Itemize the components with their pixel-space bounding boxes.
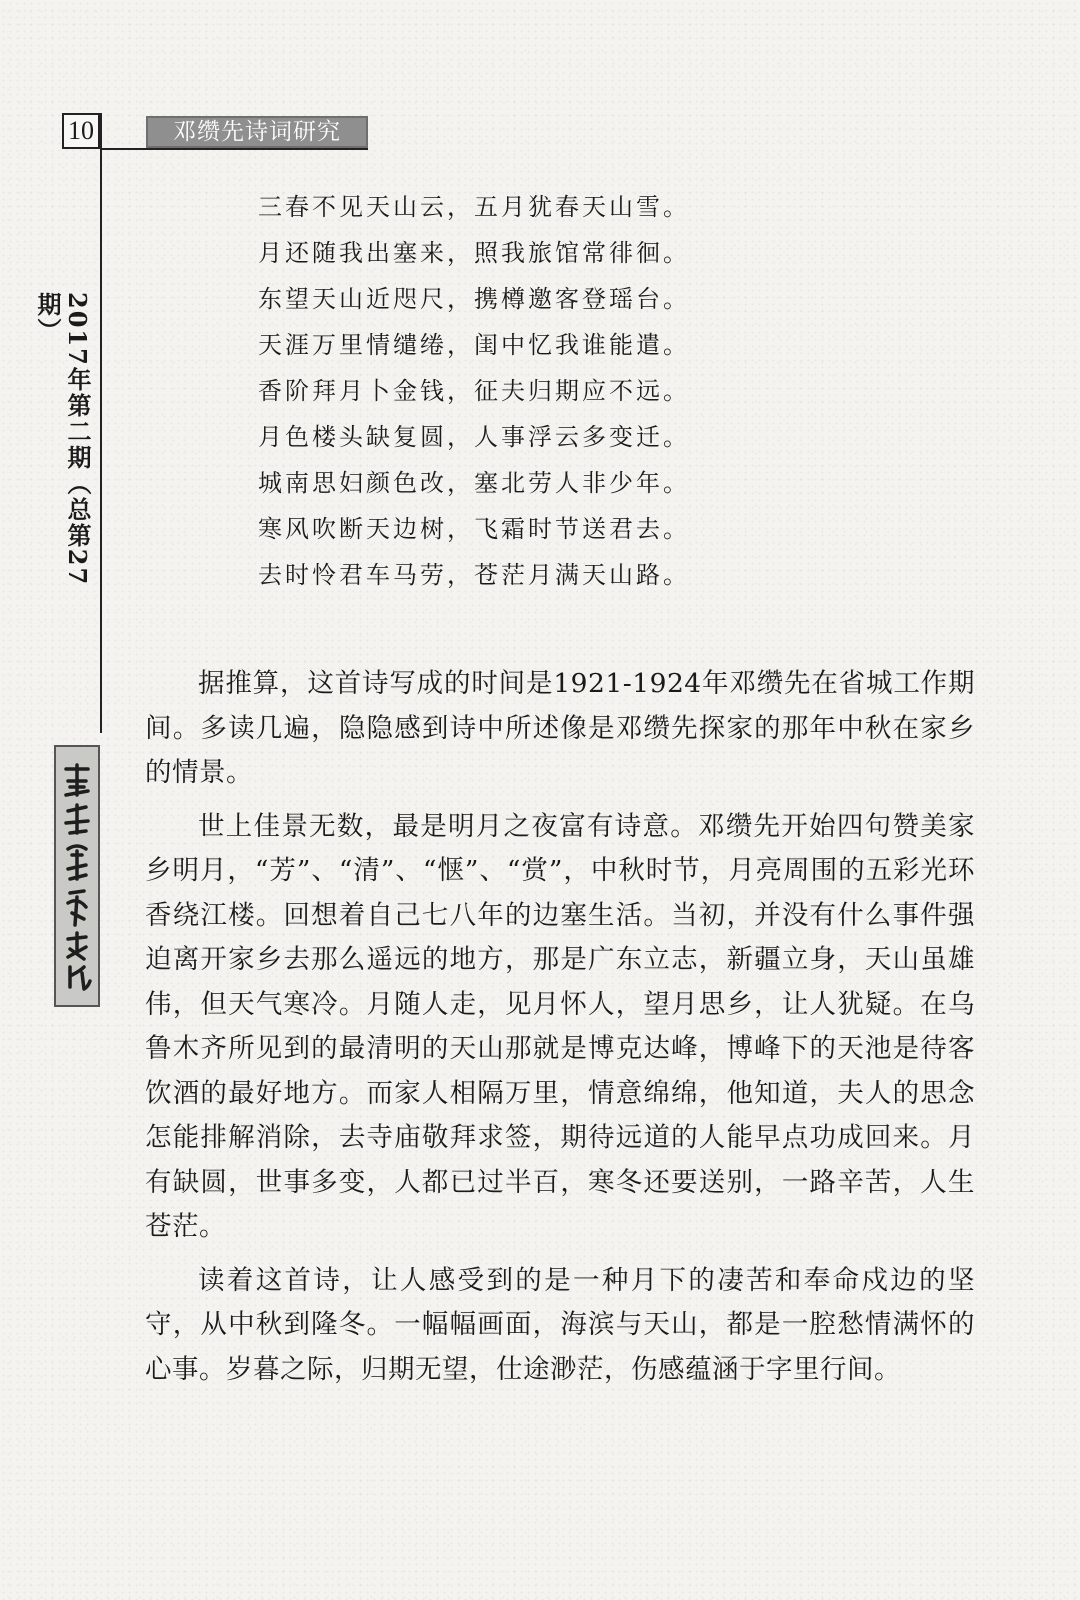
- poem-line: 东望天山近咫尺，携樽邀客登瑶台。: [258, 285, 690, 313]
- paragraph: 世上佳景无数，最是明月之夜富有诗意。邓缵先开始四句赞美家乡明月，“芳”、“清”、“惬”、“赏”，中秋时节，月亮周围的五彩光环香绕江楼。回想着自己七八年的边塞生活。当初，并没有什么事件强迫离开家乡去那么遥远的地方，那是广东立志，新疆立身，天山虽雄伟，但天气寒冷。月随人走，见月怀人，望月思乡，让人犹疑。在乌鲁木齐所见到的最清明的天山那就是博克达峰，博峰下的天池是待客饮酒的最好地方。而家人相隔万里，情意绵绵，他知道，夫人的思念怎能排解消除，去寺庙敬拜求签，期待远道的人能早点功成回来。月有缺圆，世事多变，人都已过半百，寒冬还要送别，一路辛苦，人生苍茫。: [145, 810, 975, 1242]
- poem-line: 天涯万里情缱绻，闺中忆我谁能遣。: [258, 331, 690, 359]
- poem-block: [258, 184, 778, 598]
- poem-line: 城南思妇颜色改，塞北劳人非少年。: [258, 469, 690, 497]
- page-number: 10: [62, 113, 100, 149]
- poem-line: 月色楼头缺复圆，人事浮云多变迁。: [258, 423, 690, 451]
- poem-line: 月还随我出塞来，照我旅馆常徘徊。: [258, 239, 690, 267]
- poem-line: 香阶拜月卜金钱，征夫归期应不远。: [258, 377, 690, 405]
- poem-line: 三春不见天山云，五月犹春天山雪。: [258, 193, 690, 221]
- calligraphy-seal-icon: [60, 761, 94, 991]
- margin-rule: [100, 113, 102, 733]
- poem-line: 去时怜君车马劳，苍茫月满天山路。: [258, 561, 690, 589]
- poem-line: 寒风吹断天边树，飞霜时节送君去。: [258, 515, 690, 543]
- header-rule: [100, 148, 368, 150]
- calligraphy-seal: [54, 745, 100, 1007]
- running-title: 邓缵先诗词研究: [146, 116, 368, 148]
- body-text: [145, 662, 975, 1401]
- issue-label: 2017年第二期（总第27期）: [33, 292, 92, 587]
- paragraph: 据推算，这首诗写成的时间是1921-1924年邓缵先在省城工作期间。多读几遍，隐隐感到诗中所述像是邓缵先探家的那年中秋在家乡的情景。: [145, 668, 975, 788]
- paragraph: 读着这首诗，让人感受到的是一种月下的凄苦和奉命戍边的坚守，从中秋到隆冬。一幅幅画面，海滨与天山，都是一腔愁情满怀的心事。岁暮之际，归期无望，仕途渺茫，伤感蕴涵于字里行间。: [145, 1264, 975, 1385]
